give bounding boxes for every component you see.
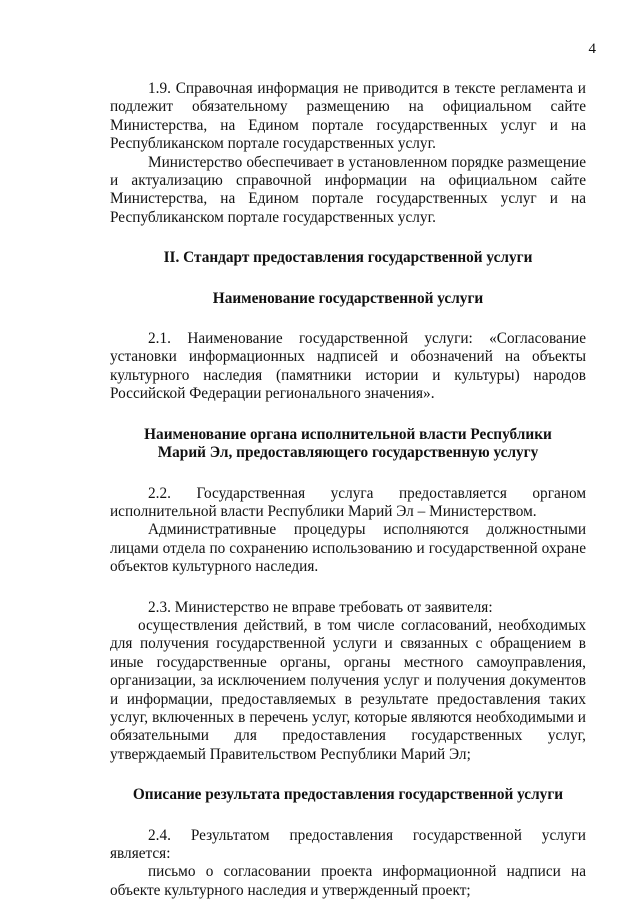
section-title: II. Стандарт предоставления государственной услуги	[163, 249, 533, 267]
document-body	[110, 80, 586, 900]
paragraph-2-4: 2.4. Результатом предоставления государственной услуги является:	[110, 826, 586, 862]
page-number: 4	[588, 41, 596, 57]
paragraph-2-2: 2.2. Государственная услуга предоставляется органом исполнительной власти Республики Марий Эл – Министерством.	[110, 484, 586, 520]
paragraph-2-3-body: осуществления действий, в том числе согласований, необходимых для получения государственной услуги и связанных с обращением в иные государственные органы, органы местного самоуправления, организации, за исключением получения услуг и получения документов и информации, предоставляемых в результате предоставления таких услуг, включенных в перечень услуг, которые являются необходимыми и обязательными для предоставления государственных услуг, утверждаемый Правительством Республики Марий Эл;	[110, 616, 586, 763]
heading-service-name: Наименование государственной услуги	[212, 289, 484, 307]
paragraph-ministry-info: Министерство обеспечивает в установленном порядке размещение и актуализацию справочной информации на официальном сайте Министерства, на Едином портале государственных услуг и на Республиканском портале государственных услуг.	[110, 153, 586, 226]
paragraph-admin-procedures: Административные процедуры исполняются должностными лицами отдела по сохранению использованию и государственной охране объектов культурного наследия.	[110, 521, 586, 576]
paragraph-2-3: 2.3. Министерство не вправе требовать от заявителя:	[148, 598, 493, 616]
paragraph-1-9: 1.9. Справочная информация не приводится в тексте регламента и подлежит обязательному размещению на официальном сайте Министерства, на Едином портале государственных услуг и на Республиканском портале государственных услуг.	[110, 80, 586, 153]
paragraph-2-4-body: письмо о согласовании проекта информационной надписи на объекте культурного наследия и утвержденный проект;	[110, 863, 586, 899]
heading-organ-line-1: Наименование органа исполнительной власти Республики	[144, 425, 552, 443]
heading-result: Описание результата предоставления государственной услуги	[132, 786, 564, 804]
heading-organ-line-2: Марий Эл, предоставляющего государственную услугу	[157, 444, 539, 462]
paragraph-2-1: 2.1. Наименование государственной услуги: «Согласование установки информационных надписей и обозначений на объекты культурного наследия (памятники истории и культуры) народов Российской Федерации регионального значения».	[110, 330, 586, 403]
